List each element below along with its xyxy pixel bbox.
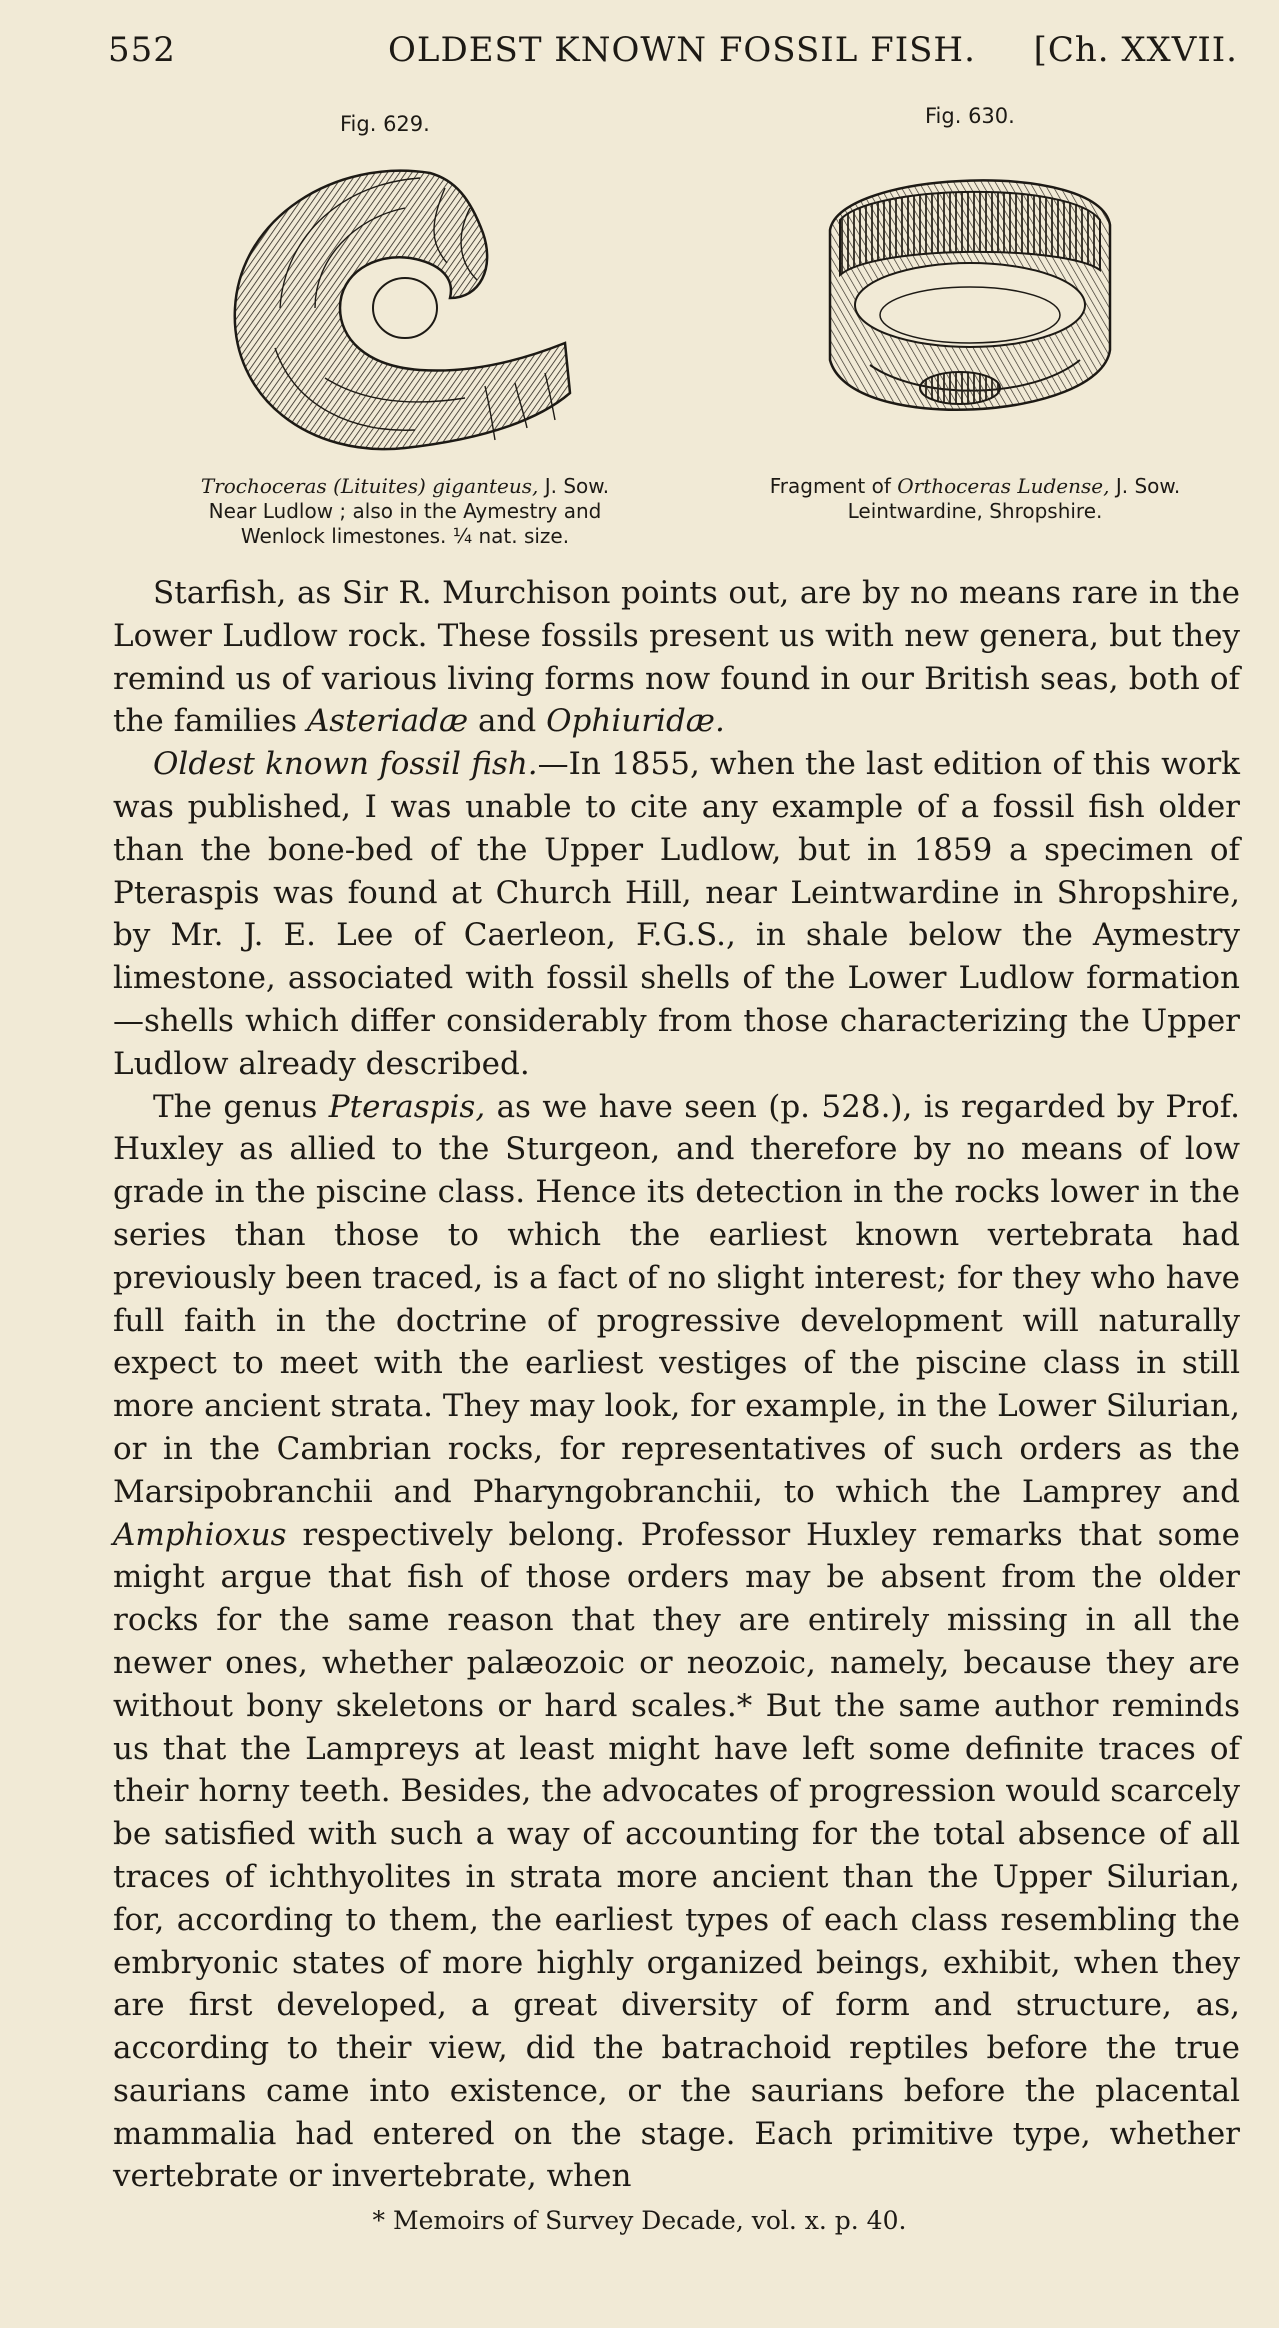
section-heading: Oldest known fossil fish. — [153, 746, 538, 783]
figure-630-label: Fig. 630. — [925, 104, 1015, 128]
paragraph-pteraspis: The genus Pteraspis, as we have seen (p. 528.), is regarded by Prof. Huxley as allied to the Sturgeon, and therefore by no means of low grade in the piscine class. Hence its detection in the rocks lower in the series than those to which the earliest known vertebrata had previously been traced, is a fact of no slight interest; for they who have full faith in the doctrine of progressive development will naturally expect to meet with the earliest vestiges of the piscine class in still more ancient strata. They may look, for example, in the Lower Silurian, or in the Cambrian rocks, for representatives of such orders as the Marsipobranchii and Pharyngobranchii, to which the Lamprey and Amphioxus respectively belong. Professor Huxley remarks that some might argue that fish of those orders may be absent from the older rocks for the same reason that they are entirely missing in all the newer ones, whether palæozoic or neozoic, namely, because they are without bony skeletons or hard scales.* But the same author reminds us that the Lampreys at least might have left some definite traces of their horny teeth. Besides, the advocates of progression would scarcely be satisfied with such a way of accounting for the total absence of all traces of ichthyolites in strata more ancient than the Upper Silurian, for, according to them, the earliest types of each class resembling the embryonic states of more highly organized beings, exhibit, when they are first developed, a great diversity of form and structure, as, according to their view, did the batrachoid reptiles before the true saurians came into existence, or the saurians before the placental mammalia had entered on the stage. Each primitive type, whether vertebrate or invertebrate, when — [113, 1088, 1240, 2195]
figure-629-locality: Near Ludlow ; also in the Aymestry and — [208, 499, 602, 523]
paragraph-starfish: Starfish, as Sir R. Murchison points out, are by no means rare in the Lower Ludlow rock. These fossils present us with new genera, but they remind us of various living forms now found in our British seas, both of the families Asteriadæ and Ophiuridæ. — [113, 575, 1240, 740]
figure-630-caption — [715, 474, 1235, 524]
figure-629-species: Trochoceras (Lituites) giganteus, — [200, 474, 539, 498]
figure-630-species: Orthoceras Ludense, — [897, 474, 1110, 498]
figure-629-caption — [135, 474, 675, 549]
page-number: 552 — [108, 30, 176, 70]
orthoceras-fragment-illustration — [810, 150, 1125, 445]
footnote: * Memoirs of Survey Decade, vol. x. p. 40. — [372, 2206, 907, 2235]
paragraph-oldest-fish: Oldest known fossil fish.—In 1855, when the last edition of this work was published, I was unable to cite any example of a fossil fish older than the bone-bed of the Upper Ludlow, but in 1859 a specimen of Pteraspis was found at Church Hill, near Leintwardine in Shropshire, by Mr. J. E. Lee of Caerleon, F.G.S., in shale below the Aymestry limestone, associated with fossil shells of the Lower Ludlow formation—shells which differ considerably from those characterizing the Upper Ludlow already described. — [113, 746, 1240, 1082]
figure-629-label: Fig. 629. — [340, 112, 430, 136]
trochoceras-fossil-illustration — [215, 148, 575, 468]
figure-629-author: J. Sow. — [544, 474, 610, 498]
chapter-reference: [Ch. XXVII. — [1033, 30, 1238, 70]
figure-630-locality: Leintwardine, Shropshire. — [847, 499, 1103, 523]
figure-629-size-note: Wenlock limestones. ¼ nat. size. — [240, 524, 570, 548]
figure-630-author: J. Sow. — [1115, 474, 1181, 498]
body-text — [113, 572, 1240, 2198]
running-head — [108, 30, 1238, 80]
running-title: OLDEST KNOWN FOSSIL FISH. — [388, 30, 976, 70]
figure-630-prefix: Fragment of — [769, 474, 891, 498]
